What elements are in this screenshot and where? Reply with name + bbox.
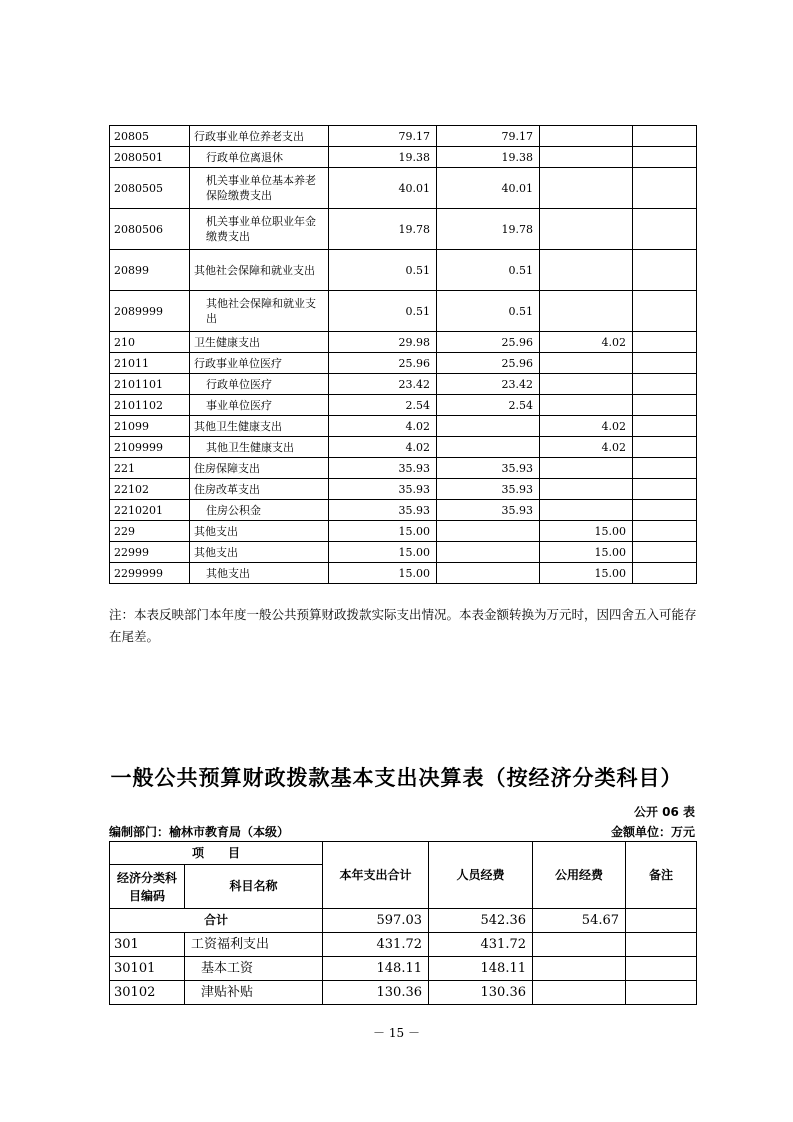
- row-note: [633, 437, 697, 458]
- row-name: 行政事业单位养老支出: [190, 126, 329, 147]
- table-row: [110, 479, 697, 500]
- table-row: [110, 416, 697, 437]
- row-public: [540, 374, 633, 395]
- row-public: [540, 353, 633, 374]
- row-public: 4.02: [540, 437, 633, 458]
- row-name: 卫生健康支出: [190, 332, 329, 353]
- row-personnel: 35.93: [437, 458, 540, 479]
- table-row: [110, 563, 697, 584]
- total-label: 合计: [110, 909, 323, 933]
- row-personnel: 2.54: [437, 395, 540, 416]
- section-title: 一般公共预算财政拨款基本支出决算表（按经济分类科目）: [110, 766, 683, 790]
- row-note: [633, 332, 697, 353]
- row-total: 431.72: [323, 933, 429, 957]
- table-row: [110, 957, 697, 981]
- row-public: [540, 126, 633, 147]
- row-name: 行政单位医疗: [190, 374, 329, 395]
- expenditure-table-economic: [109, 841, 697, 1005]
- row-personnel: 25.96: [437, 353, 540, 374]
- row-personnel: [437, 521, 540, 542]
- header-total: 本年支出合计: [323, 842, 429, 909]
- row-note: [633, 291, 697, 332]
- table-row: [110, 291, 697, 332]
- row-public: [540, 250, 633, 291]
- row-note: [633, 542, 697, 563]
- row-code: 2109999: [110, 437, 190, 458]
- header-code: 经济分类科目编码: [110, 865, 185, 909]
- row-total: 0.51: [329, 250, 437, 291]
- row-public: [540, 395, 633, 416]
- row-public: [533, 933, 626, 957]
- row-public: [540, 168, 633, 209]
- row-code: 2080506: [110, 209, 190, 250]
- row-public: [540, 209, 633, 250]
- row-total: 23.42: [329, 374, 437, 395]
- table-header: [110, 842, 697, 933]
- row-total: 2.54: [329, 395, 437, 416]
- header-personnel: 人员经费: [429, 842, 533, 909]
- table-row: [110, 126, 697, 147]
- table-body: [110, 933, 697, 1005]
- table-note: 注：本表反映部门本年度一般公共预算财政拨款实际支出情况。本表金额转换为万元时，因四舍五入可能存在尾差。: [109, 607, 697, 644]
- page-number: － 15 －: [373, 1026, 420, 1040]
- row-personnel: 25.96: [437, 332, 540, 353]
- row-note: [633, 126, 697, 147]
- row-total: 79.17: [329, 126, 437, 147]
- row-code: 2299999: [110, 563, 190, 584]
- row-total: 130.36: [323, 981, 429, 1005]
- row-note: [633, 168, 697, 209]
- row-name: 其他卫生健康支出: [190, 416, 329, 437]
- row-personnel: [437, 542, 540, 563]
- row-personnel: 79.17: [437, 126, 540, 147]
- row-personnel: [437, 437, 540, 458]
- row-public: [533, 981, 626, 1005]
- table-row: [110, 521, 697, 542]
- header-name: 科目名称: [185, 865, 323, 909]
- row-code: 2080505: [110, 168, 190, 209]
- table-row: [110, 147, 697, 168]
- table-row: [110, 933, 697, 957]
- row-total: 19.38: [329, 147, 437, 168]
- row-name: 住房保障支出: [190, 458, 329, 479]
- row-name: 行政单位离退休: [190, 147, 329, 168]
- table-row: [110, 437, 697, 458]
- total-note: [626, 909, 697, 933]
- row-total: 0.51: [329, 291, 437, 332]
- header-public: 公用经费: [533, 842, 626, 909]
- row-note: [633, 250, 697, 291]
- row-note: [633, 521, 697, 542]
- row-code: 2210201: [110, 500, 190, 521]
- total-public: 54.67: [533, 909, 626, 933]
- row-note: [633, 395, 697, 416]
- row-personnel: [437, 416, 540, 437]
- row-name: 其他支出: [190, 563, 329, 584]
- row-total: 4.02: [329, 416, 437, 437]
- row-name: 行政事业单位医疗: [190, 353, 329, 374]
- row-personnel: 148.11: [429, 957, 533, 981]
- row-personnel: 40.01: [437, 168, 540, 209]
- row-total: 4.02: [329, 437, 437, 458]
- row-code: 30101: [110, 957, 185, 981]
- table-row: [110, 542, 697, 563]
- row-name: 住房改革支出: [190, 479, 329, 500]
- row-total: 148.11: [323, 957, 429, 981]
- row-code: 22102: [110, 479, 190, 500]
- row-code: 221: [110, 458, 190, 479]
- row-code: 20899: [110, 250, 190, 291]
- row-name: 其他社会保障和就业支出: [190, 291, 329, 332]
- row-total: 19.78: [329, 209, 437, 250]
- compiling-department: 编制部门：榆林市教育局（本级）: [109, 825, 290, 839]
- row-total: 35.93: [329, 479, 437, 500]
- row-personnel: 23.42: [437, 374, 540, 395]
- row-public: [540, 458, 633, 479]
- row-note: [633, 147, 697, 168]
- table-row: [110, 374, 697, 395]
- row-personnel: 19.78: [437, 209, 540, 250]
- total-amount: 597.03: [323, 909, 429, 933]
- table-row: [110, 500, 697, 521]
- row-personnel: 0.51: [437, 250, 540, 291]
- row-personnel: 431.72: [429, 933, 533, 957]
- table-row: [110, 395, 697, 416]
- row-note: [633, 500, 697, 521]
- expenditure-table-functional: [109, 125, 697, 584]
- row-code: 21011: [110, 353, 190, 374]
- table-body: [110, 126, 697, 584]
- row-note: [633, 563, 697, 584]
- row-code: 229: [110, 521, 190, 542]
- row-personnel: [437, 563, 540, 584]
- table-row: [110, 209, 697, 250]
- table-row: [110, 168, 697, 209]
- row-total: 15.00: [329, 542, 437, 563]
- row-total: 35.93: [329, 500, 437, 521]
- row-code: 2089999: [110, 291, 190, 332]
- row-personnel: 35.93: [437, 500, 540, 521]
- row-public: [540, 500, 633, 521]
- row-personnel: 19.38: [437, 147, 540, 168]
- row-name: 工资福利支出: [185, 933, 323, 957]
- row-code: 210: [110, 332, 190, 353]
- header-note: 备注: [626, 842, 697, 909]
- row-personnel: 35.93: [437, 479, 540, 500]
- row-note: [633, 416, 697, 437]
- row-code: 301: [110, 933, 185, 957]
- row-public: 4.02: [540, 332, 633, 353]
- table-number: 公开 06 表: [633, 805, 695, 819]
- row-personnel: 0.51: [437, 291, 540, 332]
- amount-unit: 金额单位：万元: [610, 825, 695, 839]
- row-total: 29.98: [329, 332, 437, 353]
- row-total: 40.01: [329, 168, 437, 209]
- table-row: [110, 981, 697, 1005]
- row-code: 2101101: [110, 374, 190, 395]
- row-note: [626, 981, 697, 1005]
- row-public: 15.00: [540, 542, 633, 563]
- row-name: 住房公积金: [190, 500, 329, 521]
- row-code: 22999: [110, 542, 190, 563]
- header-item: 项 目: [110, 842, 323, 865]
- row-note: [633, 458, 697, 479]
- row-code: 2080501: [110, 147, 190, 168]
- row-name: 机关事业单位基本养老保险缴费支出: [190, 168, 329, 209]
- row-public: [533, 957, 626, 981]
- row-public: [540, 291, 633, 332]
- row-code: 2101102: [110, 395, 190, 416]
- row-note: [626, 957, 697, 981]
- row-name: 其他支出: [190, 521, 329, 542]
- row-public: 15.00: [540, 563, 633, 584]
- row-public: [540, 479, 633, 500]
- row-total: 15.00: [329, 521, 437, 542]
- row-code: 30102: [110, 981, 185, 1005]
- table-row: [110, 458, 697, 479]
- row-note: [633, 209, 697, 250]
- row-public: [540, 147, 633, 168]
- row-total: 25.96: [329, 353, 437, 374]
- row-code: 20805: [110, 126, 190, 147]
- row-note: [626, 933, 697, 957]
- row-name: 其他卫生健康支出: [190, 437, 329, 458]
- row-name: 其他社会保障和就业支出: [190, 250, 329, 291]
- row-public: 15.00: [540, 521, 633, 542]
- row-total: 35.93: [329, 458, 437, 479]
- row-note: [633, 353, 697, 374]
- row-note: [633, 479, 697, 500]
- row-name: 事业单位医疗: [190, 395, 329, 416]
- row-total: 15.00: [329, 563, 437, 584]
- row-note: [633, 374, 697, 395]
- row-code: 21099: [110, 416, 190, 437]
- total-personnel: 542.36: [429, 909, 533, 933]
- table-row: [110, 332, 697, 353]
- table-row: [110, 250, 697, 291]
- row-name: 基本工资: [185, 957, 323, 981]
- row-name: 机关事业单位职业年金缴费支出: [190, 209, 329, 250]
- row-name: 其他支出: [190, 542, 329, 563]
- row-personnel: 130.36: [429, 981, 533, 1005]
- row-name: 津贴补贴: [185, 981, 323, 1005]
- table-row: [110, 353, 697, 374]
- row-public: 4.02: [540, 416, 633, 437]
